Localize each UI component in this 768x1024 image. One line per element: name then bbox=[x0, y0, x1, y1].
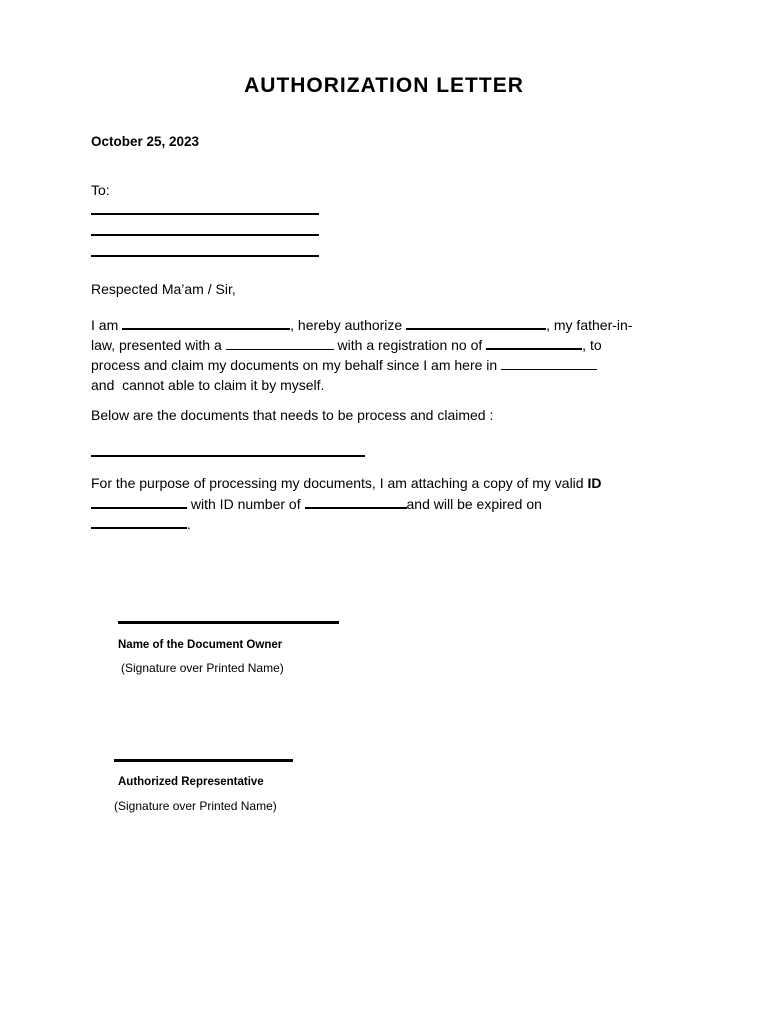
paragraph-1-line-1 bbox=[91, 316, 632, 334]
body-text: , to bbox=[582, 337, 602, 353]
representative-signature-caption: (Signature over Printed Name) bbox=[114, 799, 277, 813]
registration-number-blank[interactable] bbox=[486, 336, 582, 350]
paragraph-3-line-1 bbox=[91, 474, 601, 492]
body-text: and will be expired on bbox=[406, 496, 542, 512]
owner-signature-name: Name of the Document Owner bbox=[118, 639, 283, 651]
representative-signature-line[interactable] bbox=[114, 759, 293, 762]
documents-list-blank[interactable] bbox=[91, 455, 365, 457]
representative-name-blank[interactable] bbox=[406, 316, 546, 330]
paragraph-1-line-4: and cannot able to claim it by myself. bbox=[91, 377, 325, 393]
owner-signature-line[interactable] bbox=[118, 621, 339, 624]
body-text: process and claim my documents on my behalf since I am here in bbox=[91, 357, 502, 373]
body-text: . bbox=[187, 516, 191, 532]
owner-name-blank[interactable] bbox=[122, 316, 290, 330]
body-text: with a registration no of bbox=[333, 337, 487, 353]
body-text: , my father-in- bbox=[546, 317, 633, 333]
id-type-blank[interactable] bbox=[226, 337, 334, 350]
recipient-blank-line-2[interactable] bbox=[91, 234, 319, 236]
document-title: AUTHORIZATION LETTER bbox=[244, 74, 524, 97]
owner-signature-caption: (Signature over Printed Name) bbox=[121, 661, 284, 675]
location-blank[interactable] bbox=[501, 357, 597, 370]
representative-signature-name: Authorized Representative bbox=[118, 776, 264, 788]
body-text: law, presented with a bbox=[91, 337, 226, 353]
body-text: For the purpose of processing my documents, I am attaching a copy of my valid bbox=[91, 475, 588, 491]
recipient-label: To: bbox=[91, 182, 110, 198]
paragraph-3-line-2 bbox=[91, 495, 542, 513]
body-text: I am bbox=[91, 317, 123, 333]
salutation: Respected Ma’am / Sir, bbox=[91, 281, 236, 297]
recipient-blank-line-1[interactable] bbox=[91, 213, 319, 215]
body-text: with ID number of bbox=[187, 496, 305, 512]
id-number-blank[interactable] bbox=[305, 495, 407, 509]
paragraph-1-line-2 bbox=[91, 336, 602, 354]
body-text: , hereby authorize bbox=[290, 317, 407, 333]
paragraph-2: Below are the documents that needs to be process and claimed : bbox=[91, 407, 494, 423]
paragraph-1-line-3 bbox=[91, 356, 597, 374]
recipient-blank-line-3[interactable] bbox=[91, 255, 319, 257]
id-blank[interactable] bbox=[91, 495, 187, 509]
expiry-date-blank[interactable] bbox=[91, 515, 187, 529]
body-text-bold: ID bbox=[587, 475, 602, 491]
paragraph-3-line-3 bbox=[91, 515, 191, 533]
letter-date: October 25, 2023 bbox=[91, 134, 200, 149]
